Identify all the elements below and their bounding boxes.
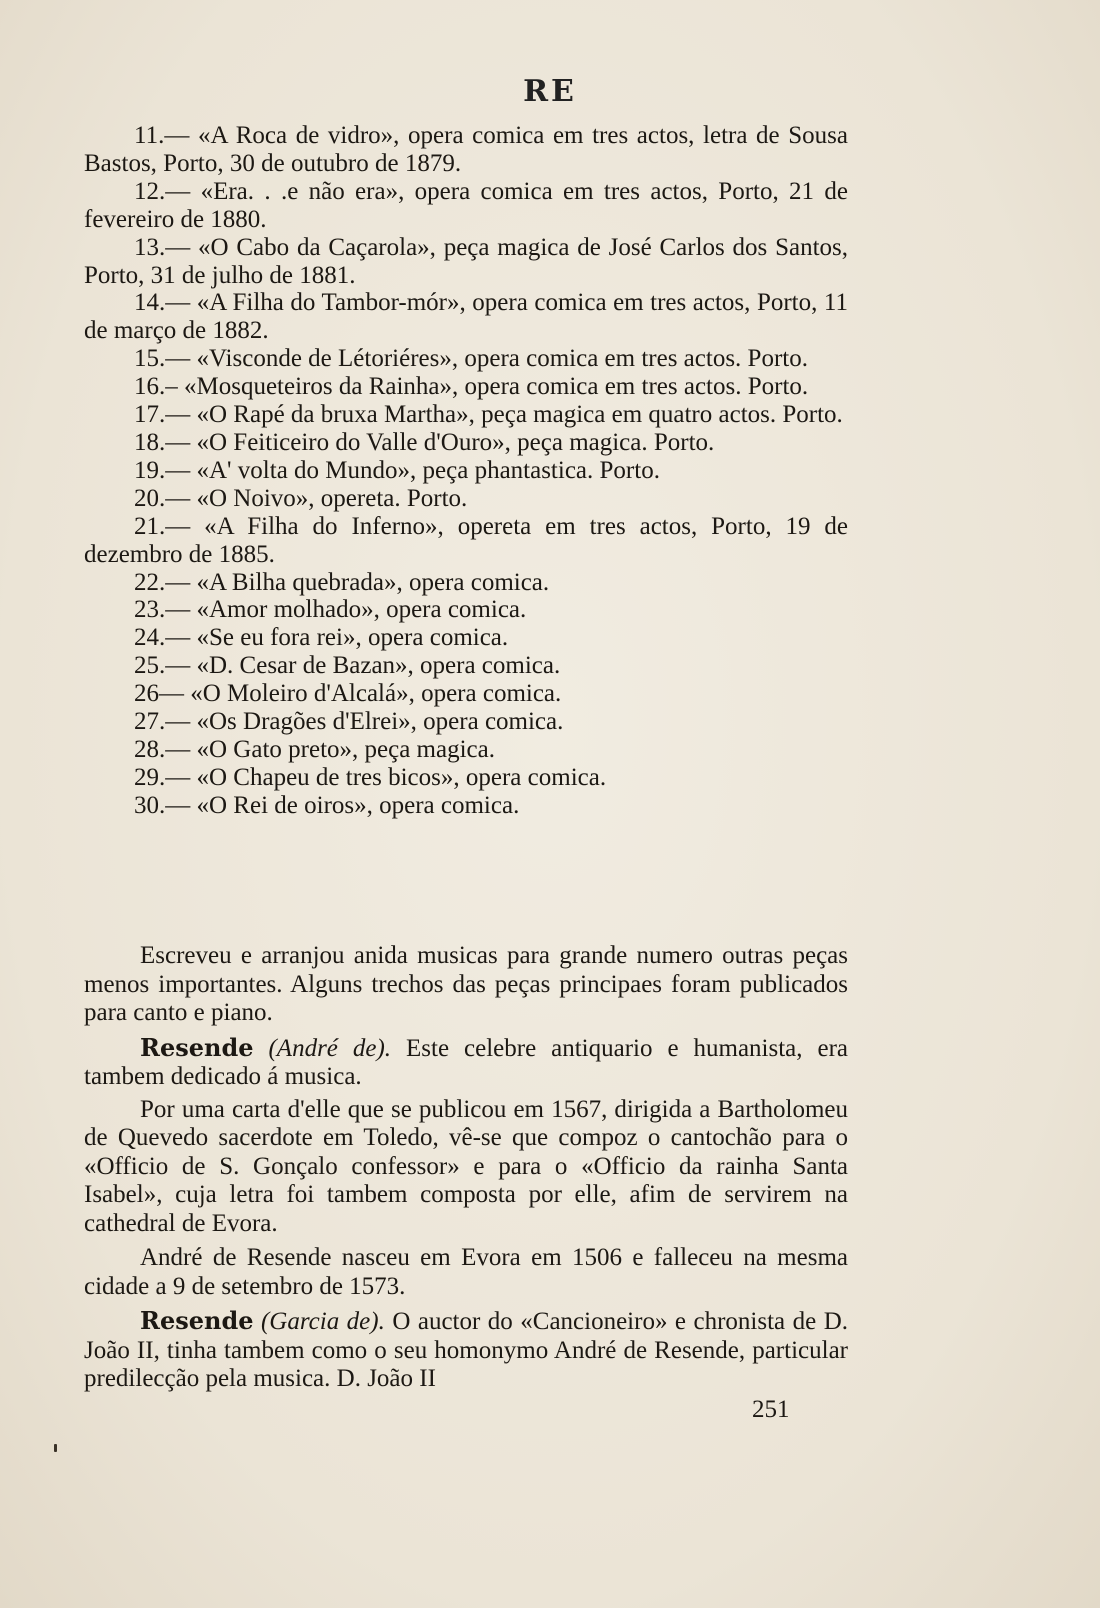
item-number: 18.	[134, 428, 166, 456]
list-item	[84, 429, 848, 457]
list-item	[84, 178, 848, 234]
item-text: — «A' volta do Mundo», peça phantastica. Porto.	[165, 456, 660, 484]
item-text: — «D. Cesar de Bazan», opera comica.	[165, 652, 561, 680]
item-number: 22.	[134, 568, 166, 596]
item-number: 14.	[134, 289, 166, 317]
item-number: 20.	[134, 484, 166, 512]
item-number: 21.	[134, 512, 166, 540]
item-number: 16.	[134, 373, 166, 401]
item-text: — «Era. . .e não era», opera comica em tres actos, Porto, 21 de fevereiro de 1880.	[84, 177, 848, 233]
list-item	[84, 457, 848, 485]
entry-text: Este celebre antiquario e humanista, era tambem dedicado á musica.	[84, 1034, 848, 1090]
item-number: 17.	[134, 401, 166, 429]
list-item	[84, 708, 848, 736]
item-number: 23.	[134, 596, 166, 624]
item-text: — «O Noivo», opereta. Porto.	[165, 484, 468, 512]
item-text: — «Se eu fora rei», opera comica.	[165, 624, 509, 652]
item-text: — «O Chapeu de tres bicos», opera comica.	[165, 763, 607, 791]
list-item	[84, 513, 848, 569]
item-text: – «Mosqueteiros da Rainha», opera comica em tres actos. Porto.	[165, 373, 809, 401]
page-number: 251	[752, 1396, 790, 1423]
entry-text: O auctor do «Cancioneiro» e chronista de D. João II, tinha tambem como o seu homonymo André de Resende, particular predilecção pela musica. D. João II	[84, 1308, 848, 1392]
item-text: — «A Filha do Inferno», opereta em tres actos, Porto, 19 de dezembro de 1885.	[84, 512, 848, 568]
item-text: — «Visconde de Létoriéres», opera comica em tres actos. Porto.	[165, 345, 808, 373]
list-item	[84, 289, 848, 345]
list-item	[84, 624, 848, 652]
paragraph: Escreveu e arranjou anida musicas para grande numero outras peças menos importantes. Alguns trechos das peças principaes foram publicados para canto e piano.	[84, 942, 848, 1026]
item-text: — «Amor molhado», opera comica.	[165, 596, 527, 624]
list-item	[84, 596, 848, 624]
list-item	[84, 792, 848, 820]
works-list	[84, 122, 848, 820]
list-item	[84, 401, 848, 429]
running-header: RE	[523, 74, 577, 109]
list-item	[84, 736, 848, 764]
item-text: — «A Roca de vidro», opera comica em tres actos, letra de Sousa Bastos, Porto, 30 de outubro de 1879.	[84, 122, 848, 177]
item-text: — «O Cabo da Caçarola», peça magica de José Carlos dos Santos, Porto, 31 de julho de 1881.	[84, 233, 848, 289]
entry-headword: Resende	[140, 1032, 254, 1062]
list-item	[84, 122, 848, 178]
body-text	[84, 942, 848, 1400]
paragraph: Por uma carta d'elle que se publicou em 1567, dirigida a Bartholomeu de Quevedo sacerdote em Toledo, vê-se que compoz o cantochão para o «Officio de S. Gonçalo confessor» e para o «Officio da rainha Santa Isabel», cuja letra foi tambem composta por elle, afim de servirem na cathedral de Evora.	[84, 1095, 848, 1237]
list-item	[84, 652, 848, 680]
entry-qualifier: (André de).	[268, 1034, 392, 1062]
entry-resende-andre	[84, 1034, 848, 1092]
item-number: 26	[134, 680, 159, 708]
item-number: 28.	[134, 735, 166, 763]
paragraph: André de Resende nasceu em Evora em 1506 e falleceu na mesma cidade a 9 de setembro de 1573.	[84, 1244, 848, 1300]
item-text: — «O Rapé da bruxa Martha», peça magica em quatro actos. Porto.	[165, 401, 843, 429]
item-text: — «O Moleiro d'Alcalá», opera comica.	[159, 680, 562, 708]
list-item	[84, 764, 848, 792]
item-text: — «A Filha do Tambor-mór», opera comica em tres actos, Porto, 11 de março de 1882.	[84, 289, 848, 345]
item-text: — «O Feiticeiro do Valle d'Ouro», peça magica. Porto.	[165, 428, 715, 456]
list-item	[84, 680, 848, 708]
item-number: 27.	[134, 708, 166, 736]
item-number: 25.	[134, 652, 166, 680]
list-item	[84, 373, 848, 401]
item-number: 24.	[134, 624, 166, 652]
item-text: — «O Gato preto», peça magica.	[165, 735, 495, 763]
paper-speck	[54, 1444, 57, 1452]
item-text: — «A Bilha quebrada», opera comica.	[165, 568, 550, 596]
list-item	[84, 569, 848, 597]
entry-headword: Resende	[140, 1306, 254, 1335]
item-number: 19.	[134, 456, 166, 484]
item-number: 29.	[134, 763, 166, 791]
list-item	[84, 234, 848, 290]
entry-qualifier: (Garcia de).	[260, 1308, 385, 1335]
item-number: 11.	[134, 122, 165, 149]
item-text: — «O Rei de oiros», opera comica.	[165, 791, 520, 819]
item-text: — «Os Dragões d'Elrei», opera comica.	[165, 708, 564, 736]
list-item	[84, 345, 848, 373]
list-item	[84, 485, 848, 513]
entry-resende-garcia	[84, 1307, 848, 1394]
item-number: 13.	[134, 233, 166, 261]
item-number: 15.	[134, 345, 166, 373]
item-number: 12.	[134, 177, 166, 205]
item-number: 30.	[134, 791, 166, 819]
